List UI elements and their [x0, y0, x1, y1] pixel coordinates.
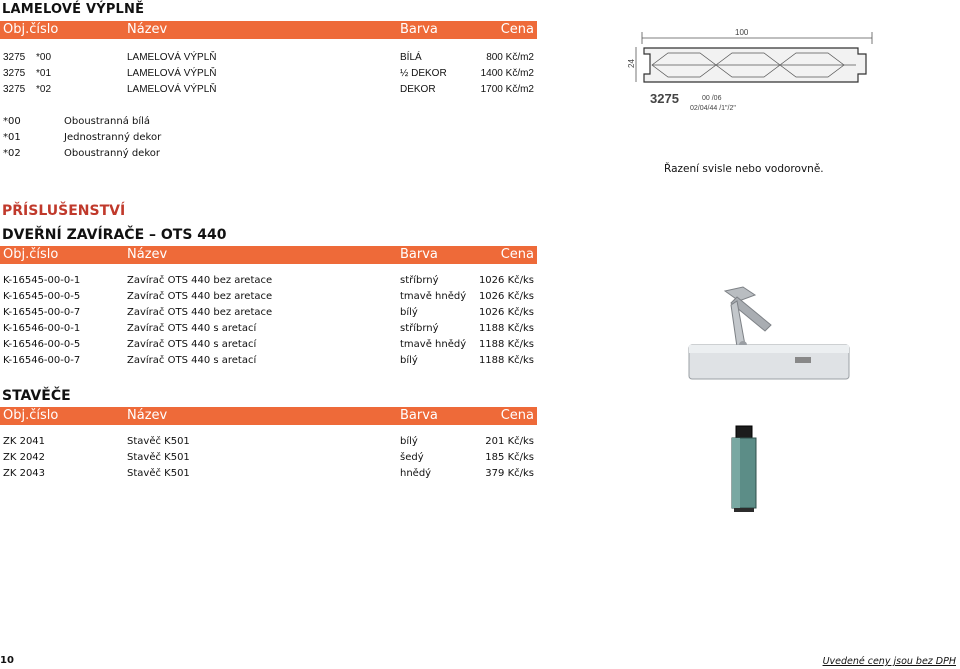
cell-name: LAMELOVÁ VÝPLŇ — [127, 52, 217, 63]
col-header-color: Barva — [400, 22, 438, 37]
legend-key: *02 — [3, 148, 21, 159]
legend-text: Oboustranný dekor — [64, 148, 160, 159]
cell-variant: *01 — [36, 68, 52, 79]
profile-variants-2: 02/04/44 /1"/2" — [690, 105, 736, 112]
cell-name: Zavírač OTS 440 s aretací — [127, 339, 257, 350]
col-header-price: Cena — [500, 247, 534, 262]
cell-color: bílý — [400, 436, 418, 447]
cell-color: ½ DEKOR — [400, 68, 447, 79]
col-header-price: Cena — [500, 408, 534, 423]
legend-item — [0, 148, 537, 164]
table-row — [0, 339, 537, 355]
dim-height-label: 24 — [627, 59, 636, 68]
cell-name: Stavěč K501 — [127, 468, 190, 479]
cell-color: bílý — [400, 355, 418, 366]
cell-color: hnědý — [400, 468, 432, 479]
door-closer-image — [685, 283, 855, 383]
cell-price: 1026 Kč/ks — [478, 307, 534, 318]
col-header-name: Název — [127, 22, 168, 37]
cell-variant: *02 — [36, 84, 52, 95]
orientation-note: Řazení svisle nebo vodorovně. — [664, 163, 824, 175]
cell-name: Zavírač OTS 440 s aretací — [127, 323, 257, 334]
legend-text: Oboustranná bílá — [64, 116, 151, 127]
cell-price: 201 Kč/ks — [485, 436, 534, 447]
cell-name: LAMELOVÁ VÝPLŇ — [127, 84, 217, 95]
col-header-code: Obj.číslo — [3, 408, 59, 423]
cell-code: 3275 — [3, 52, 26, 63]
table-header-lamelove — [0, 21, 537, 39]
cell-color: stříbrný — [400, 323, 439, 334]
table-row — [0, 323, 537, 339]
cell-color: DEKOR — [400, 84, 436, 95]
table-row — [0, 291, 537, 307]
cell-code: K-16545-00-0-1 — [3, 275, 81, 286]
col-header-color: Barva — [400, 247, 438, 262]
legend-key: *01 — [3, 132, 21, 143]
cell-code: K-16545-00-0-5 — [3, 291, 81, 302]
table-row — [0, 52, 537, 68]
cell-code: 3275 — [3, 84, 26, 95]
table-header-staveče — [0, 407, 537, 425]
col-header-color: Barva — [400, 408, 438, 423]
profile-variants-1: 00 /06 — [702, 95, 722, 102]
table-header-zavirace — [0, 246, 537, 264]
cell-code: K-16545-00-0-7 — [3, 307, 81, 318]
cell-variant: *00 — [36, 52, 52, 63]
col-header-name: Název — [127, 408, 168, 423]
section-title-lamelove: LAMELOVÉ VÝPLNĚ — [2, 2, 145, 17]
cell-name: Zavírač OTS 440 bez aretace — [127, 307, 273, 318]
lamella-profile-drawing — [610, 22, 880, 122]
cell-code: ZK 2041 — [3, 436, 46, 447]
page-number: 10 — [0, 655, 14, 666]
cell-code: K-16546-00-0-1 — [3, 323, 81, 334]
cell-price: 1188 Kč/ks — [478, 355, 534, 366]
cell-name: Zavírač OTS 440 bez aretace — [127, 275, 273, 286]
table-row — [0, 452, 537, 468]
table-row — [0, 68, 537, 84]
cell-color: bílý — [400, 307, 418, 318]
cell-name: Stavěč K501 — [127, 436, 190, 447]
legend-key: *00 — [3, 116, 21, 127]
cell-price: 1026 Kč/ks — [478, 291, 534, 302]
door-holder-image — [724, 424, 764, 514]
table-row — [0, 436, 537, 452]
legend-item — [0, 132, 537, 148]
table-row — [0, 355, 537, 371]
cell-name: Zavírač OTS 440 s aretací — [127, 355, 257, 366]
table-row — [0, 84, 537, 100]
price-note: Uvedené ceny jsou bez DPH — [822, 656, 956, 667]
cell-color: BÍLÁ — [400, 52, 422, 63]
cell-name: Stavěč K501 — [127, 452, 190, 463]
col-header-price: Cena — [500, 22, 534, 37]
table-row — [0, 468, 537, 484]
cell-code: 3275 — [3, 68, 26, 79]
profile-code: 3275 — [650, 91, 679, 106]
cell-price: 1400 Kč/m2 — [480, 68, 534, 79]
legend-item — [0, 116, 537, 132]
section-subtitle-zavirace: DVEŘNÍ ZAVÍRAČE – OTS 440 — [2, 227, 227, 243]
legend-text: Jednostranný dekor — [64, 132, 162, 143]
table-row — [0, 307, 537, 323]
cell-name: LAMELOVÁ VÝPLŇ — [127, 68, 217, 79]
cell-color: tmavě hnědý — [400, 339, 467, 350]
col-header-name: Název — [127, 247, 168, 262]
cell-code: K-16546-00-0-7 — [3, 355, 81, 366]
cell-price: 1188 Kč/ks — [478, 323, 534, 334]
cell-code: ZK 2042 — [3, 452, 46, 463]
cell-code: ZK 2043 — [3, 468, 46, 479]
col-header-code: Obj.číslo — [3, 247, 59, 262]
cell-color: tmavě hnědý — [400, 291, 467, 302]
dim-width-label: 100 — [735, 28, 749, 37]
cell-color: stříbrný — [400, 275, 439, 286]
section-title-staveče: STAVĚČE — [2, 388, 71, 404]
cell-price: 1700 Kč/m2 — [480, 84, 534, 95]
table-row — [0, 275, 537, 291]
cell-price: 185 Kč/ks — [485, 452, 534, 463]
section-title-prislusenstvi: PŘÍSLUŠENSTVÍ — [2, 203, 126, 219]
col-header-code: Obj.číslo — [3, 22, 59, 37]
cell-price: 1188 Kč/ks — [478, 339, 534, 350]
cell-code: K-16546-00-0-5 — [3, 339, 81, 350]
cell-price: 379 Kč/ks — [485, 468, 534, 479]
cell-name: Zavírač OTS 440 bez aretace — [127, 291, 273, 302]
cell-price: 1026 Kč/ks — [478, 275, 534, 286]
cell-color: šedý — [400, 452, 424, 463]
cell-price: 800 Kč/m2 — [486, 52, 534, 63]
